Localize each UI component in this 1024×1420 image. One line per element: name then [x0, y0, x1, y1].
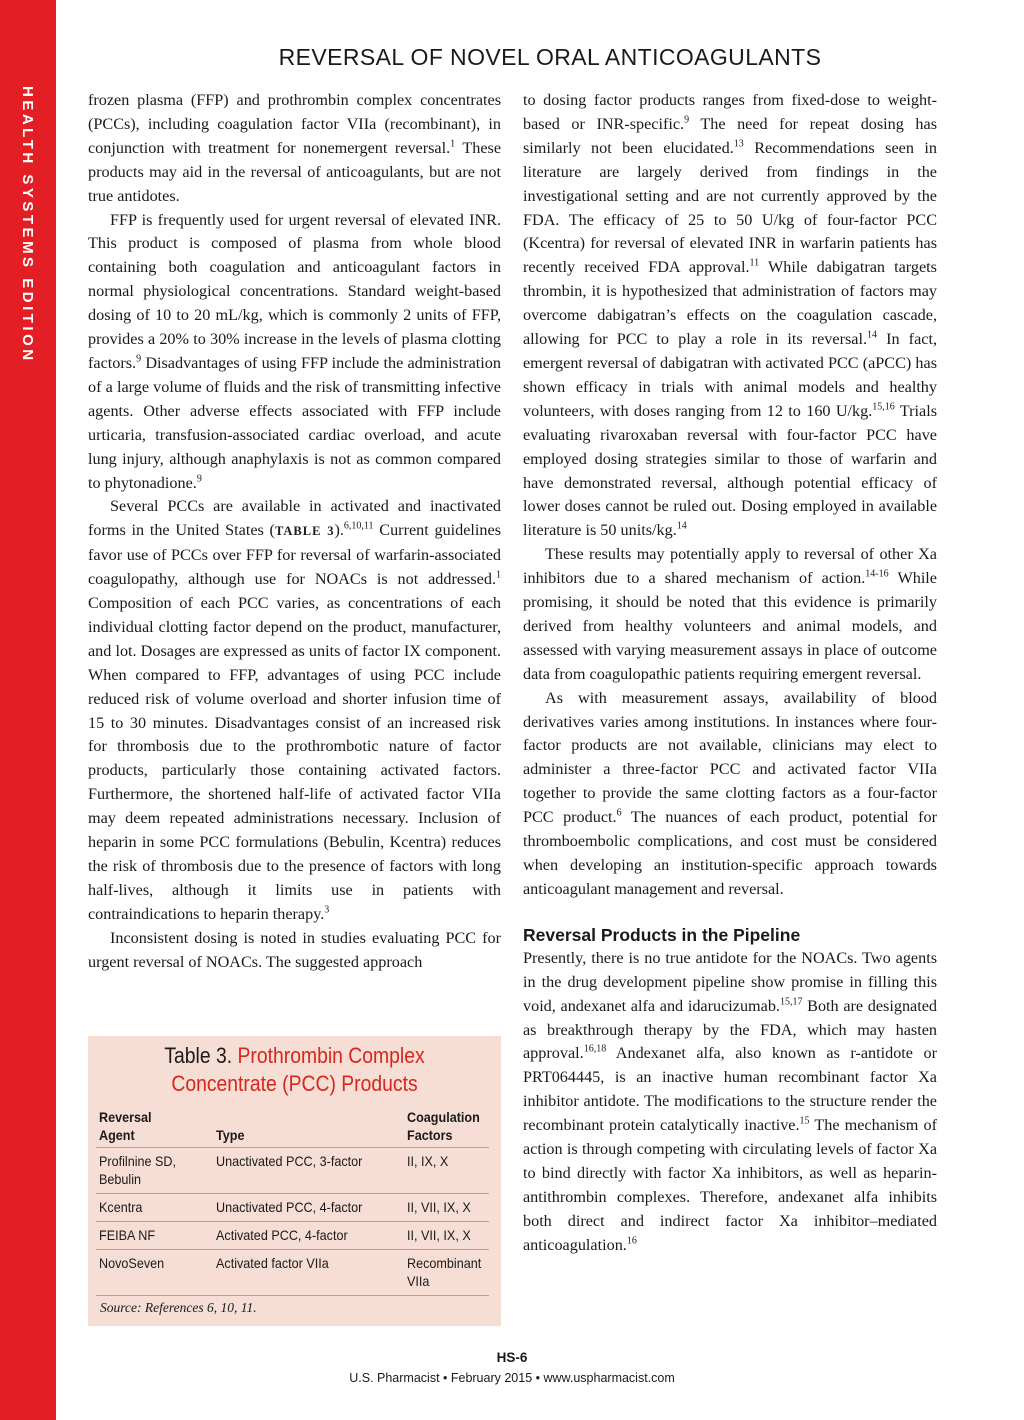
paragraph: These results may potentially apply to reversal of other Xa inhibitors due to a shared mechanism of action.$^{14-16}$ While promising, it should be noted that this evidence is primarily derived from healthy volunteers and animal models, and assessed with varying measurement assays in place of outcome data from coagulopathic patients requiring emergent reversal.: [523, 545, 937, 683]
paragraph: Presently, there is no true antidote for the NOACs. Two agents in the drug development pipeline show promise in filling this void, andexanet alfa and idarucizumab.$^{15,17}$ Both are designated as breakthrough therapy by the FDA, which may hasten approval.$^{16,18}$ Andexanet alfa, also known as r-antidote or PRT064445, is an inactive human recombinant factor Xa inhibitor antidote. The modifications to the structure render the recombinant protein catalytically inactive.$^{15}$ The mechanism of action is through competing with circulating levels of factor Xa to bind directly with factor Xa inhibitors, as well as heparin-antithrombin complexes. Therefore, andexanet alfa inhibits both direct and indirect factor Xa inhibitor–mediated anticoagulation.$^{16}$: [523, 948, 937, 1254]
paragraph: to dosing factor products ranges from fixed-dose to weight-based or INR-specific.$^9$ The need for repeat dosing has similarly not been elucidated.$^{13}$ Recommendations seen in literature are largely derived from findings in the investigational setting and are not currently approved by the FDA. The efficacy of 25 to 50 U/kg of four-factor PCC (Kcentra) for reversal of elevated INR in warfarin patients has recently received FDA approval.$^{11}$ While dabigatran targets thrombin, it is hypothesized that administration of factors may overcome dabigatran’s effects on the coagulation cascade, allowing for PCC to play a role in its reversal.$^{14}$ In fact, emergent reversal of dabigatran with activated PCC (aPCC) has shown efficacy in trials with animal models and healthy volunteers, with doses ranging from 12 to 160 U/kg.$^{15,16}$ Trials evaluating rivaroxaban reversal with four-factor PCC have employed dosing strategies similar to those of warfarin and have demonstrated reversal, although potential efficacy of lower doses cannot be ruled out. Dosing employed in available literature is 50 units/kg.$^{14}$: [523, 91, 937, 540]
running-head: REVERSAL OF NOVEL ORAL ANTICOAGULANTS: [278, 44, 822, 70]
sidebar-band: [0, 0, 56, 1420]
section-heading: Reversal Products in the Pipeline: [523, 924, 801, 945]
table-row: Kcentra Unactivated PCC, 4-factor II, VII, IX, X: [96, 1194, 489, 1222]
footer-info: U.S. Pharmacist • February 2015 • www.uspharmacist.com: [349, 1371, 675, 1385]
paragraph: Several PCCs are available in activated and inactivated forms in the United States (TABLE 3).$^{6,10,11}$ Current guidelines favor use of PCCs over FFP for reversal of warfarin-associated coagulopathy, although use for NOACs is not addressed.$^1$ Composition of each PCC varies, as concentrations of each individual clotting factor depend on the product, manufacturer, and lot. Dosages are expressed as units of factor IX component. When compared to FFP, advantages of using PCC include reduced risk of volume overload and shorter infusion time of 15 to 30 minutes. Disadvantages consist of an increased risk for thrombosis due to the prothrombotic nature of factor products, particularly those containing activated factors. Furthermore, the shortened half-life of activated factor VIIa may deem repeated administrations necessary. Inclusion of heparin in some PCC formulations (Bebulin, Kcentra) reduces the risk of thrombosis due to the presence of factors with long half-lives, although it limits use in patients with contraindications to heparin therapy.$^3$: [88, 497, 502, 923]
table-row: NovoSeven Activated factor VIIa Recombinant VIIa: [96, 1250, 489, 1296]
right-column: [523, 89, 937, 1258]
table-source: Source: References 6, 10, 11.: [100, 1300, 257, 1315]
left-column: [88, 89, 501, 975]
table-row: FEIBA NF Activated PCC, 4-factor II, VII, IX, X: [96, 1222, 489, 1250]
page-number: HS-6: [496, 1350, 528, 1365]
paragraph: frozen plasma (FFP) and prothrombin complex concentrates (PCCs), including coagulation factor VIIa (recombinant), in conjunction with treatment for nonemergent reversal.$^1$ These products may aid in the reversal of anticoagulants, but are not true antidotes.: [88, 91, 502, 205]
paragraph: As with measurement assays, availability of blood derivatives varies among institutions. In instances where four-factor products are not available, clinicians may elect to administer a three-factor PCC and activated factor VIIa together to provide the same clotting factors as a four-factor PCC product.$^6$ The nuances of each product, potential for thromboembolic complications, and cost must be considered when developing an institution-specific approach towards anticoagulant management and reversal.: [523, 688, 937, 898]
table-title: Table 3. Prothrombin Complex Concentrate (PCC) Products: [164, 1043, 425, 1096]
table-row: Profilnine SD, Bebulin Unactivated PCC, 3-factor II, IX, X: [96, 1148, 489, 1194]
paragraph: FFP is frequently used for urgent reversal of elevated INR. This product is composed of plasma from whole blood containing both coagulation and anticoagulant factors in normal physiological concentrations. Standard weight-based dosing of 10 to 20 mL/kg, which is commonly 2 units of FFP, provides a 20% to 30% increase in the levels of plasma clotting factors.$^9$ Disadvantages of using FFP include the administration of a large volume of fluids and the risk of transmitting infective agents. Other adverse effects associated with FFP include urticaria, transfusion-associated cardiac overload, and acute lung injury, although anaphylaxis is not as common compared to phytonadione.$^9$: [88, 210, 501, 492]
table-3: [88, 1036, 501, 1326]
table-header-row: Reversal Agent Type Coagulation Factors: [96, 1108, 489, 1148]
section-label: HEALTH SYSTEMS EDITION: [19, 86, 36, 364]
table-grid: [96, 1108, 489, 1296]
table-reference: TABLE 3: [274, 524, 335, 539]
paragraph: Inconsistent dosing is noted in studies evaluating PCC for urgent reversal of NOACs. The suggested approach: [88, 928, 501, 971]
